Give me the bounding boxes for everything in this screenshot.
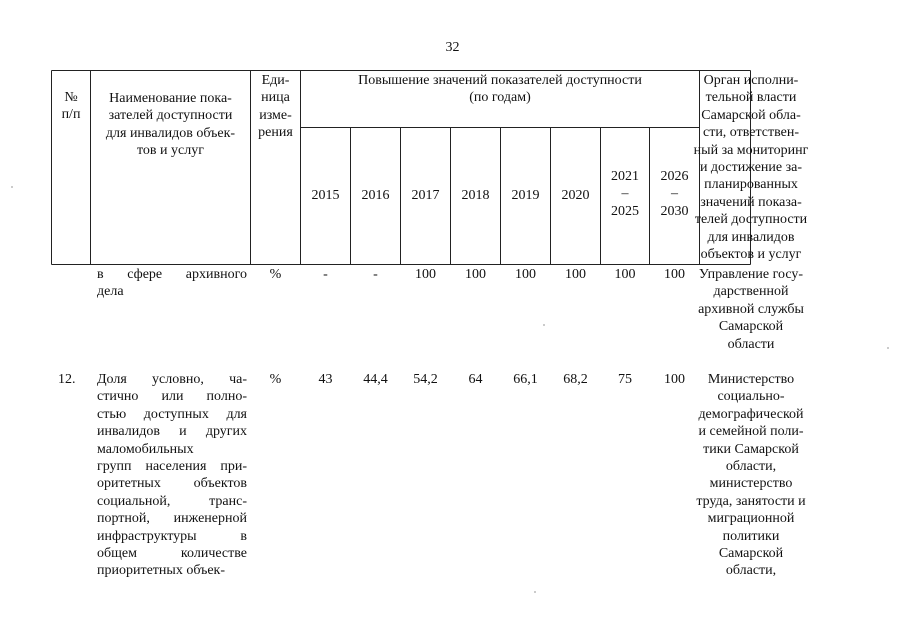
row-value-2026-2030: 100 <box>664 372 685 387</box>
row-authority: Управление госу- дарственной архивной службы Самарской области <box>698 267 804 352</box>
row-value-2019: 100 <box>515 267 536 282</box>
scan-speck <box>543 324 545 326</box>
row-value-2019: 66,1 <box>513 372 538 387</box>
row-value-2017: 54,2 <box>413 372 438 387</box>
row-name: в сфере архивного дела <box>97 267 247 300</box>
row-value-2021-2025: 75 <box>618 372 632 387</box>
header-increase: Повышение значений показателей доступности (по годам) <box>358 73 642 106</box>
row-authority: Министерство социально- демографической и семейной поли- тики Самарской области, министерство труда, занятости и миграционной политики Самарской области, <box>696 372 806 579</box>
row-num: 12. <box>58 372 76 387</box>
year-2020: 2020 <box>561 188 590 203</box>
year-2015: 2015 <box>311 188 340 203</box>
row-value-2021-2025: 100 <box>614 267 636 282</box>
page-number: 32 <box>445 40 460 55</box>
year-2019: 2019 <box>511 188 540 203</box>
row-value-2018: 100 <box>465 267 486 282</box>
header-name: Наименование пока- зателей доступности для инвалидов объек- тов и услуг <box>105 91 236 159</box>
row-name: Доля условно, ча- стично или полно- стью доступных для инвалидов и других маломобильных групп населения при- оритетных объектов социальной, транс- портной, инженерной инфраструктуры в общем количестве приоритетных объек- <box>97 372 247 579</box>
row-value-2026-2030: 100 <box>664 267 685 282</box>
year-2021-2025: 2021 – 2025 <box>611 169 639 219</box>
row-value-2020: 100 <box>565 267 586 282</box>
row-value-2015: 43 <box>318 372 333 387</box>
scan-speck <box>534 591 536 593</box>
row-value-2015: - <box>323 267 328 282</box>
year-2018: 2018 <box>461 188 490 203</box>
row-unit: % <box>269 372 282 387</box>
row-value-2018: 64 <box>468 372 483 387</box>
year-2017: 2017 <box>411 188 440 203</box>
row-unit: % <box>269 267 282 282</box>
header-authority: Орган исполни- тельной власти Самарской обла- сти, ответствен- ный за мониторинг и достижение за- планированных значений показа- телей доступности для инвалидов объектов и услуг <box>693 73 809 263</box>
row-value-2020: 68,2 <box>563 372 588 387</box>
scan-speck <box>887 347 889 349</box>
row-value-2017: 100 <box>415 267 436 282</box>
year-2016: 2016 <box>361 188 390 203</box>
year-2026-2030: 2026 – 2030 <box>660 169 689 219</box>
header-num: № п/п <box>61 90 81 123</box>
row-value-2016: 44,4 <box>363 372 388 387</box>
row-value-2016: - <box>373 267 378 282</box>
scan-speck <box>11 186 13 188</box>
header-unit: Еди- ница изме- рения <box>258 73 293 141</box>
